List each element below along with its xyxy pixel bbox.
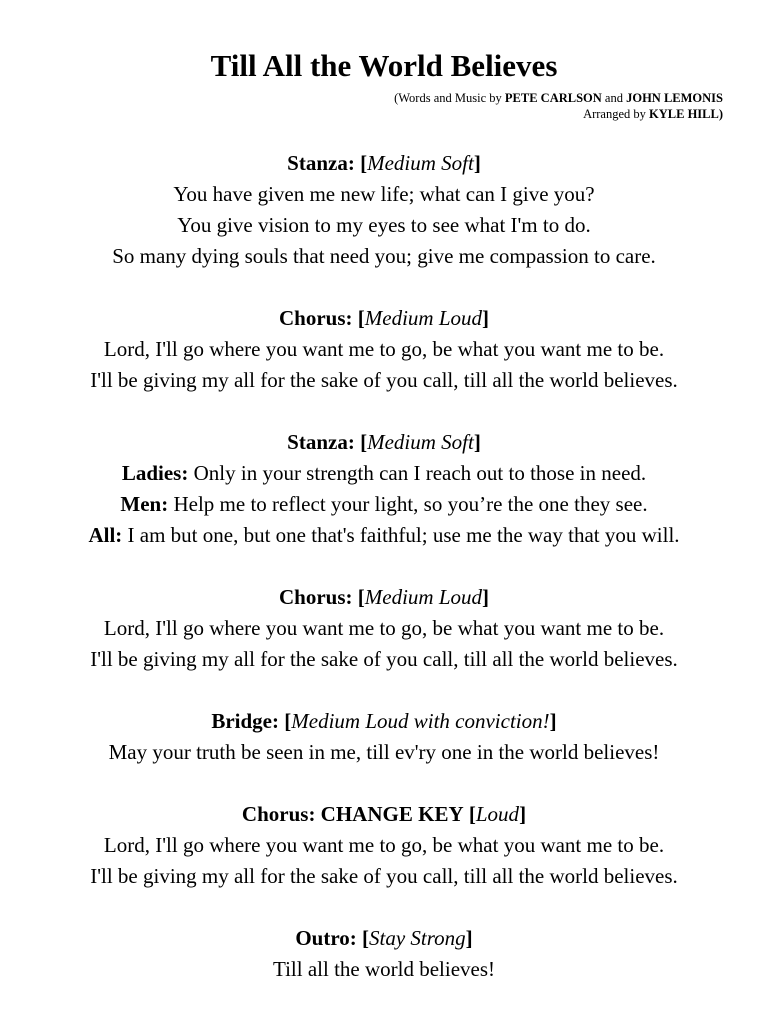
part-text: Only in your strength can I reach out to those in need. xyxy=(188,461,647,485)
section-label: Chorus: xyxy=(278,306,353,330)
lyrics xyxy=(0,148,768,1016)
lyric-line: Lord, I'll go where you want me to go, be what you want me to be. xyxy=(103,337,665,361)
credits xyxy=(394,91,723,122)
lyric-line: Till all the world believes! xyxy=(272,957,496,981)
lyric-line: May your truth be seen in me, till ev'ry one in the world believes! xyxy=(108,740,660,764)
lyric-line: I'll be giving my all for the sake of you call, till all the world believes. xyxy=(90,647,678,671)
credits-line-arranger xyxy=(394,107,723,123)
arranged-by-prefix: Arranged by xyxy=(583,106,650,121)
writer-1: PETE CARLSON xyxy=(504,91,602,105)
section-heading: Chorus: [Medium Loud] xyxy=(278,585,489,609)
lyric-line-all xyxy=(0,520,768,551)
section-chorus-2 xyxy=(0,582,768,675)
section-heading: Stanza: [Medium Soft] xyxy=(287,430,481,454)
lyric-line-ladies xyxy=(0,458,768,489)
section-bridge xyxy=(0,706,768,768)
section-label: Stanza: xyxy=(287,151,355,175)
section-stanza-2 xyxy=(0,427,768,551)
section-chorus-3 xyxy=(0,799,768,892)
writer-2: JOHN LEMONIS xyxy=(626,91,723,105)
credits-prefix: (Words and Music by xyxy=(394,91,505,105)
lyric-line: Lord, I'll go where you want me to go, be what you want me to be. xyxy=(103,833,665,857)
part-text: Help me to reflect your light, so you’re the one they see. xyxy=(168,492,648,516)
credits-and: and xyxy=(601,91,627,105)
section-heading: Stanza: [Medium Soft] xyxy=(287,151,481,175)
lyric-line: So many dying souls that need you; give me compassion to care. xyxy=(112,244,656,268)
part-label: Men: xyxy=(120,492,169,516)
section-label: Outro: xyxy=(295,926,357,950)
lyric-line: You give vision to my eyes to see what I'm to do. xyxy=(177,213,591,237)
section-chorus-1 xyxy=(0,303,768,396)
lyric-line-men xyxy=(0,489,768,520)
section-dynamic: Medium Soft xyxy=(367,151,474,175)
part-label: Ladies: xyxy=(121,461,189,485)
lyric-line: Lord, I'll go where you want me to go, be what you want me to be. xyxy=(103,616,665,640)
section-label: Stanza: xyxy=(287,430,355,454)
section-label: Chorus: CHANGE KEY xyxy=(241,802,464,826)
section-heading: Chorus: [Medium Loud] xyxy=(278,306,489,330)
song-title: Till All the World Believes xyxy=(210,48,558,83)
section-stanza-1 xyxy=(0,148,768,272)
lyric-line: I'll be giving my all for the sake of you call, till all the world believes. xyxy=(90,864,678,888)
credits-line-writers xyxy=(394,91,723,107)
section-heading: Bridge: [Medium Loud with conviction!] xyxy=(211,709,557,733)
section-dynamic: Stay Strong xyxy=(369,926,466,950)
section-dynamic: Medium Loud with conviction! xyxy=(291,709,550,733)
section-label: Chorus: xyxy=(278,585,353,609)
section-dynamic: Medium Soft xyxy=(367,430,474,454)
section-dynamic: Medium Loud xyxy=(364,306,482,330)
part-text: I am but one, but one that's faithful; use me the way that you will. xyxy=(122,523,680,547)
section-dynamic: Medium Loud xyxy=(364,585,482,609)
section-outro xyxy=(0,923,768,985)
part-label: All: xyxy=(88,523,123,547)
section-heading: Outro: [Stay Strong] xyxy=(295,926,473,950)
section-heading: Chorus: CHANGE KEY [Loud] xyxy=(241,802,527,826)
lyric-line: I'll be giving my all for the sake of you call, till all the world believes. xyxy=(90,368,678,392)
section-label: Bridge: xyxy=(211,709,279,733)
lyric-line: You have given me new life; what can I give you? xyxy=(173,182,595,206)
arranger: KYLE HILL) xyxy=(649,106,723,121)
section-dynamic: Loud xyxy=(475,802,520,826)
